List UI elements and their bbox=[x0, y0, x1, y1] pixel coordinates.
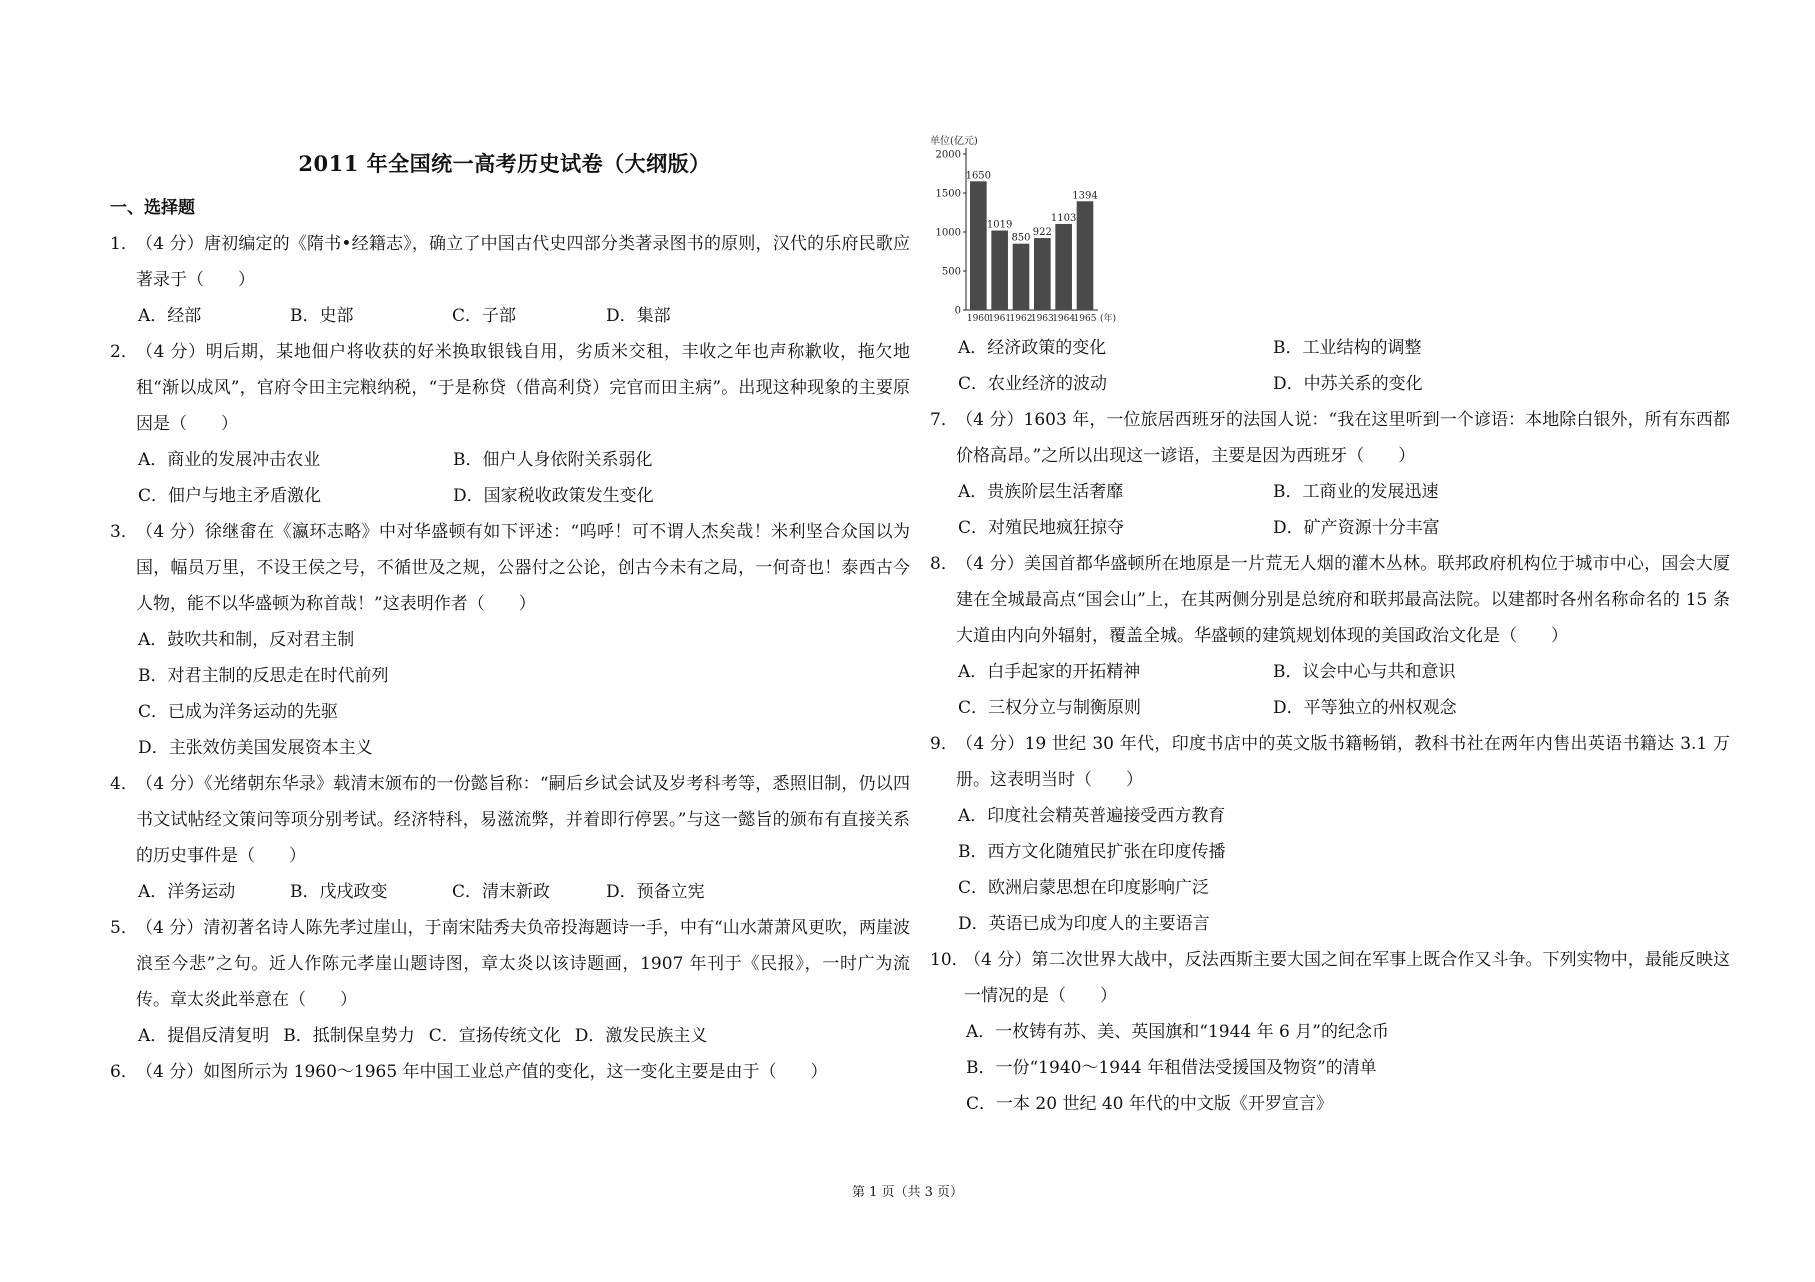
question-stem: （4 分）如图所示为 1960～1965 年中国工业总产值的变化，这一变化主要是由于（ ） bbox=[136, 1062, 828, 1082]
question-stem: （4 分）唐初编定的《隋书•经籍志》，确立了中国古代史四部分类著录图书的原则，汉代的乐府民歌应著录于（ ） bbox=[136, 234, 910, 290]
bar bbox=[970, 181, 987, 310]
option-d[interactable]: D．主张效仿美国发展资本主义 bbox=[138, 738, 373, 758]
option-b[interactable]: B．对君主制的反思走在时代前列 bbox=[138, 666, 389, 686]
option-c[interactable]: C．清末新政 bbox=[452, 882, 551, 902]
y-tick-label: 1000 bbox=[935, 227, 961, 239]
option-b[interactable]: B．佃户人身依附关系弱化 bbox=[453, 450, 653, 470]
options-row bbox=[136, 1018, 910, 1054]
bar-value-label: 1394 bbox=[1072, 190, 1098, 202]
options-row bbox=[956, 474, 1730, 510]
option-a[interactable]: A．经部 bbox=[138, 306, 202, 326]
question-stem: （4 分）清初著名诗人陈先孝过崖山，于南宋陆秀夫负帝投海题诗一手，中有“山水萧萧风更吹，两崖波浪至今悲”之句。近人作陈元孝崖山题诗图，章太炎以该诗题画，1907 年刊于《民报》，一时广为流传。章太炎此举意在（ ） bbox=[136, 918, 910, 1010]
option-a[interactable]: A．提倡反清复明 bbox=[138, 1026, 270, 1046]
option-c[interactable]: C．农业经济的波动 bbox=[958, 374, 1108, 394]
bar bbox=[991, 231, 1008, 310]
bar-value-label: 850 bbox=[1011, 232, 1031, 244]
bar bbox=[1034, 238, 1051, 310]
option-c[interactable]: C．宣扬传统文化 bbox=[428, 1026, 561, 1046]
question-8 bbox=[930, 546, 1730, 726]
question-6 bbox=[110, 1054, 910, 1090]
option-d[interactable]: D．英语已成为印度人的主要语言 bbox=[958, 914, 1210, 934]
question-number: 8． bbox=[930, 554, 958, 574]
question-stem: （4 分）《光绪朝东华录》载清末颁布的一份懿旨称：“嗣后乡试会试及岁考科考等，悉照旧制，仍以四书文试帖经文策问等项分别考试。经济特科，易滋流弊，并着即行停罢。”与这一懿旨的颁布有直接关系的历史事件是（ ） bbox=[136, 774, 910, 866]
option-b[interactable]: B．工业结构的调整 bbox=[1273, 338, 1422, 358]
bar bbox=[1077, 201, 1094, 310]
y-axis-label: 单位(亿元) bbox=[930, 136, 978, 147]
option-b[interactable]: B．工商业的发展迅速 bbox=[1273, 482, 1439, 502]
options-row bbox=[956, 654, 1730, 690]
question-stem: （4 分）徐继畬在《瀛环志略》中对华盛顿有如下评述：“呜呼！可不谓人杰矣哉！米利坚合众国以为国，幅员万里，不设王侯之号，不循世及之规，公器付之公论，创古今未有之局，一何奇也！泰西古今人物，能不以华盛顿为称首哉！”这表明作者（ ） bbox=[136, 522, 910, 614]
option-d[interactable]: D．国家税收政策发生变化 bbox=[453, 486, 654, 506]
x-tick-label: 1965 bbox=[1073, 314, 1097, 324]
options-row bbox=[136, 874, 910, 910]
option-b[interactable]: B．戊戌政变 bbox=[290, 882, 388, 902]
option-b[interactable]: B．史部 bbox=[290, 306, 354, 326]
options-row bbox=[956, 690, 1730, 726]
option-d[interactable]: D．平等独立的州权观念 bbox=[1273, 698, 1457, 718]
question-stem: （4 分）美国首都华盛顿所在地原是一片荒无人烟的灌木丛林。联邦政府机构位于城市中心，国会大厦建在全城最高点“国会山”上，在其两侧分别是总统府和联邦最高法院。以建都时各州名称命名的 15 条大道由内向外辐射，覆盖全城。华盛顿的建筑规划体现的美国政治文化是（ ） bbox=[956, 554, 1730, 646]
x-tick-label: 1964 bbox=[1052, 314, 1076, 324]
x-axis-label: (年) bbox=[1100, 314, 1117, 324]
question-stem: （4 分）明后期，某地佃户将收获的好米换取银钱自用，劣质米交租，丰收之年也声称歉收，拖欠地租“渐以成风”，官府令田主完粮纳税，“于是称贷（借高利贷）完官而田主病”。出现这种现象的主要原因是（ ） bbox=[136, 342, 910, 434]
option-a[interactable]: A．印度社会精英普遍接受西方教育 bbox=[958, 806, 1226, 826]
page-footer: 第 1 页（共 3 页） bbox=[851, 1185, 964, 1200]
question-number: 1． bbox=[110, 234, 138, 254]
question-1 bbox=[110, 226, 910, 334]
question-stem: （4 分）1603 年，一位旅居西班牙的法国人说：“我在这里听到一个谚语：本地除白银外，所有东西都价格高昂。”之所以出现这一谚语，主要是因为西班牙（ ） bbox=[956, 410, 1730, 466]
option-d[interactable]: D．预备立宪 bbox=[606, 882, 705, 902]
option-b[interactable]: B．抵制保皇势力 bbox=[283, 1026, 415, 1046]
question-4 bbox=[110, 766, 910, 910]
x-tick-label: 1962 bbox=[1009, 314, 1033, 324]
y-tick-label: 2000 bbox=[935, 149, 961, 161]
option-a[interactable]: A．贵族阶层生活奢靡 bbox=[958, 482, 1124, 502]
bar-value-label: 1103 bbox=[1050, 212, 1077, 224]
option-d[interactable]: D．矿产资源十分丰富 bbox=[1273, 518, 1440, 538]
question-5 bbox=[110, 910, 910, 1054]
bar bbox=[1055, 224, 1072, 310]
y-tick-label: 0 bbox=[954, 305, 961, 317]
y-tick-label: 500 bbox=[941, 266, 961, 278]
option-c[interactable]: C．欧洲启蒙思想在印度影响广泛 bbox=[958, 878, 1210, 898]
question-7 bbox=[930, 402, 1730, 546]
question-3 bbox=[110, 514, 910, 766]
question-number: 6． bbox=[110, 1062, 138, 1082]
option-a[interactable]: A．商业的发展冲击农业 bbox=[138, 450, 321, 470]
option-c[interactable]: C．一本 20 世纪 40 年代的中文版《开罗宣言》 bbox=[966, 1094, 1333, 1114]
option-b[interactable]: B．西方文化随殖民扩张在印度传播 bbox=[958, 842, 1226, 862]
options-row bbox=[136, 478, 910, 514]
option-b[interactable]: B．议会中心与共和意识 bbox=[1273, 662, 1456, 682]
bar-value-label: 922 bbox=[1032, 227, 1052, 239]
y-tick-label: 1500 bbox=[935, 188, 961, 200]
options-row bbox=[956, 366, 1730, 402]
question-10 bbox=[930, 942, 1730, 1122]
question-stem: （4 分）第二次世界大战中，反法西斯主要大国之间在军事上既合作又斗争。下列实物中，最能反映这一情况的是（ ） bbox=[964, 950, 1730, 1006]
option-a[interactable]: A．白手起家的开拓精神 bbox=[958, 662, 1141, 682]
option-a[interactable]: A．鼓吹共和制，反对君主制 bbox=[138, 630, 355, 650]
option-c[interactable]: C．已成为洋务运动的先驱 bbox=[138, 702, 339, 722]
options-row bbox=[956, 510, 1730, 546]
bar-value-label: 1650 bbox=[965, 170, 992, 182]
x-tick-label: 1963 bbox=[1030, 314, 1054, 324]
option-c[interactable]: C．对殖民地疯狂掠夺 bbox=[958, 518, 1125, 538]
option-b[interactable]: B．一份“1940～1944 年租借法受援国及物资”的清单 bbox=[966, 1058, 1377, 1078]
option-d[interactable]: D．集部 bbox=[606, 306, 671, 326]
x-tick-label: 1961 bbox=[988, 314, 1012, 324]
options-row bbox=[956, 330, 1730, 366]
question-number: 10． bbox=[930, 950, 969, 970]
question-6-options bbox=[930, 330, 1730, 402]
question-number: 3． bbox=[110, 522, 138, 542]
question-2 bbox=[110, 334, 910, 514]
x-tick-label: 1960 bbox=[966, 314, 990, 324]
question-stem: （4 分）19 世纪 30 年代，印度书店中的英文版书籍畅销，教科书社在两年内售出英语书籍达 3.1 万册。这表明当时（ ） bbox=[956, 734, 1730, 790]
option-a[interactable]: A．一枚铸有苏、美、英国旗和“1944 年 6 月”的纪念币 bbox=[966, 1022, 1389, 1042]
question-9 bbox=[930, 726, 1730, 942]
option-c[interactable]: C．子部 bbox=[452, 306, 517, 326]
options-row bbox=[136, 298, 910, 334]
option-d[interactable]: D．激发民族主义 bbox=[574, 1026, 708, 1046]
question-number: 9． bbox=[930, 734, 958, 754]
bar bbox=[1013, 244, 1030, 310]
industrial-output-bar-chart bbox=[930, 134, 1160, 326]
left-column bbox=[110, 226, 910, 1090]
question-number: 7． bbox=[930, 410, 958, 430]
option-a[interactable]: A．经济政策的变化 bbox=[958, 338, 1107, 358]
options-row bbox=[136, 442, 910, 478]
bar-value-label: 1019 bbox=[986, 219, 1013, 231]
section-heading: 一、选择题 bbox=[110, 198, 195, 218]
option-d[interactable]: D．中苏关系的变化 bbox=[1273, 374, 1423, 394]
option-c[interactable]: C．三权分立与制衡原则 bbox=[958, 698, 1142, 718]
question-number: 5． bbox=[110, 918, 138, 938]
option-c[interactable]: C．佃户与地主矛盾激化 bbox=[138, 486, 322, 506]
option-a[interactable]: A．洋务运动 bbox=[138, 882, 236, 902]
question-number: 4． bbox=[110, 774, 138, 794]
page-title: 2011 年全国统一高考历史试卷（大纲版） bbox=[298, 151, 711, 176]
right-column bbox=[930, 330, 1730, 1122]
question-number: 2． bbox=[110, 342, 138, 362]
